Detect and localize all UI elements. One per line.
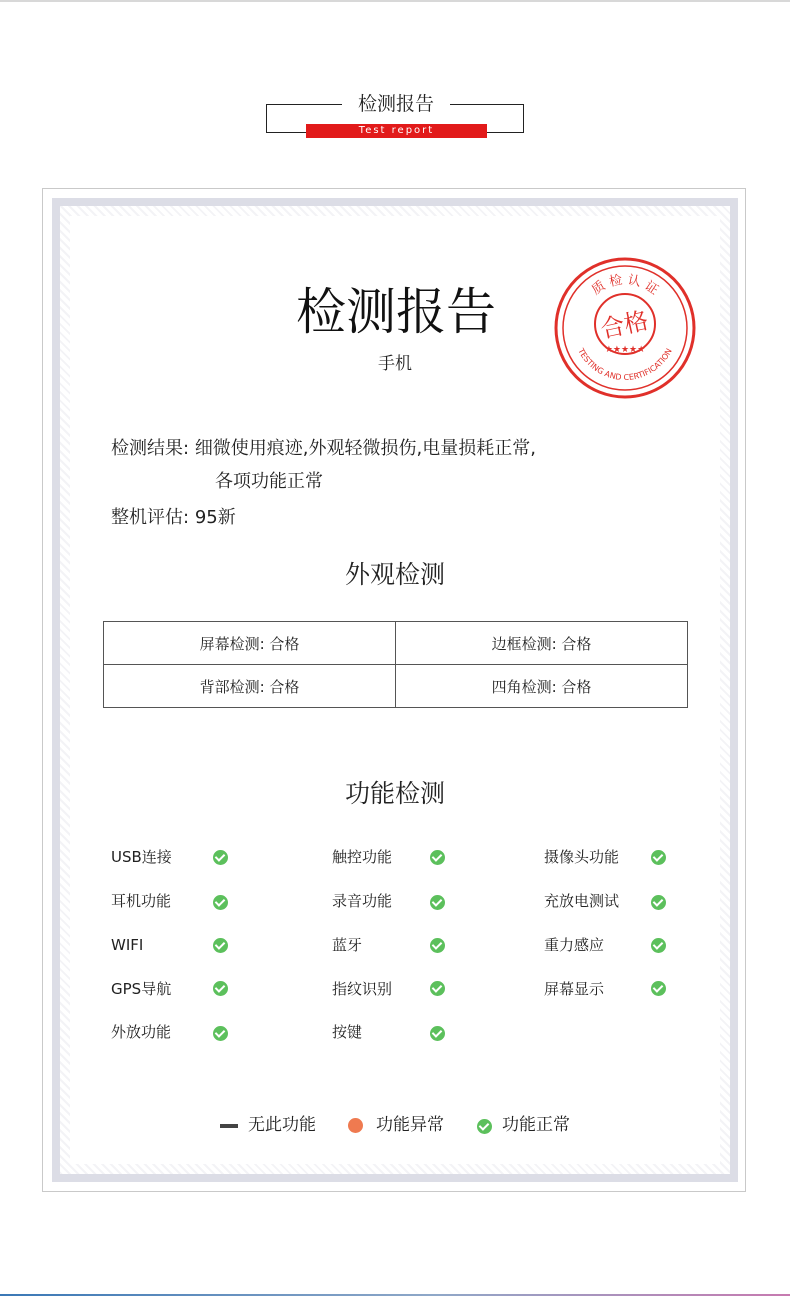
function-label: 摄像头功能 [544, 848, 620, 866]
function-label: USB连接 [111, 848, 172, 866]
check-circle-icon [213, 850, 228, 865]
check-circle-icon [651, 850, 666, 865]
check-circle-icon [430, 981, 445, 996]
check-circle-icon [651, 938, 666, 953]
header-title: 检测报告 [357, 93, 434, 115]
legend-normal: 功能正常 [502, 1115, 570, 1135]
check-circle-icon [651, 895, 666, 910]
grade-value: 95新 [194, 507, 236, 528]
stamp-center-text: 合格 [597, 306, 651, 344]
table-cell [104, 622, 396, 665]
report-title: 检测报告 [296, 283, 496, 341]
table-row [104, 665, 688, 708]
check-circle-icon [213, 895, 228, 910]
check-circle-icon [651, 981, 666, 996]
check-value: 合格 [269, 634, 300, 653]
check-circle-icon [430, 938, 445, 953]
check-circle-icon [213, 938, 228, 953]
result-text-2: 各项功能正常 [215, 471, 323, 492]
check-circle-icon [430, 1026, 445, 1041]
function-label: 重力感应 [544, 936, 605, 954]
result-line-1 [111, 436, 536, 462]
grade-line [111, 505, 236, 531]
function-label: 指纹识别 [332, 980, 393, 998]
stamp-top-text: 质 检 认 证 [589, 272, 661, 299]
grade-label: 整机评估: [111, 507, 190, 528]
section-header [266, 92, 526, 140]
function-label: 外放功能 [111, 1023, 172, 1041]
stamp-stars: ★★★★★ [604, 345, 646, 355]
table-cell [396, 622, 688, 665]
function-label: 充放电测试 [544, 892, 620, 910]
functions-title: 功能检测 [344, 779, 445, 808]
check-label: 边框检测: [491, 634, 557, 653]
check-circle-icon [430, 850, 445, 865]
result-label: 检测结果: [111, 438, 190, 459]
dot-icon [348, 1118, 363, 1133]
top-divider [0, 0, 790, 2]
device-type: 手机 [378, 354, 412, 374]
legend-none: 无此功能 [248, 1115, 316, 1135]
function-label: GPS导航 [111, 980, 172, 998]
table-cell [396, 665, 688, 708]
function-label: 录音功能 [332, 892, 393, 910]
check-circle-icon [430, 895, 445, 910]
check-value: 合格 [561, 677, 592, 696]
legend-abnormal: 功能异常 [376, 1115, 444, 1135]
dash-icon [220, 1124, 238, 1128]
function-label: 触控功能 [332, 848, 393, 866]
function-label: 屏幕显示 [544, 980, 605, 998]
table-cell [104, 665, 396, 708]
check-value: 合格 [269, 677, 300, 696]
check-circle-icon [477, 1119, 492, 1134]
function-label: 耳机功能 [111, 892, 172, 910]
stamp-bottom-text: TESTING AND CERTIFICATION [576, 346, 674, 383]
bottom-divider [0, 1294, 790, 1296]
check-value: 合格 [561, 634, 592, 653]
header-subtitle-bar: Test report [306, 124, 487, 138]
result-text-1: 细微使用痕迹,外观轻微损伤,电量损耗正常, [194, 438, 536, 459]
function-label: WIFI [111, 936, 144, 954]
appearance-title: 外观检测 [344, 560, 445, 589]
check-label: 四角检测: [491, 677, 557, 696]
function-label: 按键 [332, 1023, 363, 1041]
appearance-table [103, 621, 688, 708]
qualified-stamp-icon [553, 256, 697, 400]
check-label: 背部检测: [199, 677, 265, 696]
check-circle-icon [213, 981, 228, 996]
table-row [104, 622, 688, 665]
check-label: 屏幕检测: [199, 634, 265, 653]
function-label: 蓝牙 [332, 936, 363, 954]
check-circle-icon [213, 1026, 228, 1041]
